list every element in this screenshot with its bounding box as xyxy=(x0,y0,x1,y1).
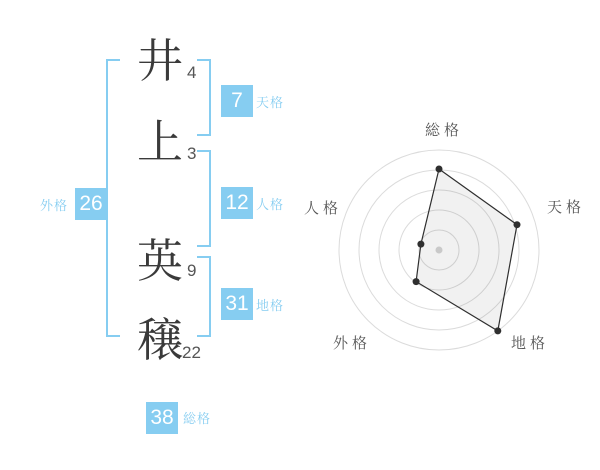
name-char-4: 穣 xyxy=(137,314,183,366)
jinkaku-label: 人格 xyxy=(256,197,285,212)
name-char-1: 井 xyxy=(137,35,183,87)
radar-label-chikaku: 地格 xyxy=(510,335,549,352)
stroke-count-1: 4 xyxy=(187,63,197,82)
tenkaku-label: 天格 xyxy=(256,95,285,110)
radar-vertex-dot xyxy=(417,241,424,248)
radar-vertex-dot xyxy=(436,166,443,173)
radar-label-gaikaku: 外格 xyxy=(332,335,371,352)
radar-polygon xyxy=(416,169,517,331)
name-char-3: 英 xyxy=(137,235,183,287)
stroke-count-4: 22 xyxy=(182,343,201,362)
bracket-tenkaku xyxy=(197,59,211,136)
radar-vertex-dot xyxy=(494,327,501,334)
chikaku-score-badge: 31 xyxy=(221,288,253,320)
radar-label-soukaku: 総格 xyxy=(424,122,463,139)
bracket-chikaku xyxy=(197,256,211,337)
name-char-2: 上 xyxy=(137,116,183,168)
radar-center-dot xyxy=(436,247,443,254)
radar-chart xyxy=(300,100,600,370)
stroke-count-2: 3 xyxy=(187,144,197,163)
jinkaku-score-badge: 12 xyxy=(221,187,253,219)
gaikaku-label: 外格 xyxy=(40,198,69,213)
stroke-count-3: 9 xyxy=(187,261,197,280)
bracket-gaikaku xyxy=(106,59,120,337)
radar-vertex-dot xyxy=(413,278,420,285)
soukaku-label: 総格 xyxy=(183,411,212,426)
tenkaku-score-badge: 7 xyxy=(221,85,253,117)
soukaku-score-badge: 38 xyxy=(146,402,178,434)
radar-label-jinkaku: 人格 xyxy=(303,200,342,217)
radar-vertex-dot xyxy=(514,221,521,228)
gaikaku-score-badge: 26 xyxy=(75,188,107,220)
radar-label-tenkaku: 天格 xyxy=(546,199,585,216)
bracket-jinkaku xyxy=(197,150,211,247)
chikaku-label: 地格 xyxy=(256,298,285,313)
